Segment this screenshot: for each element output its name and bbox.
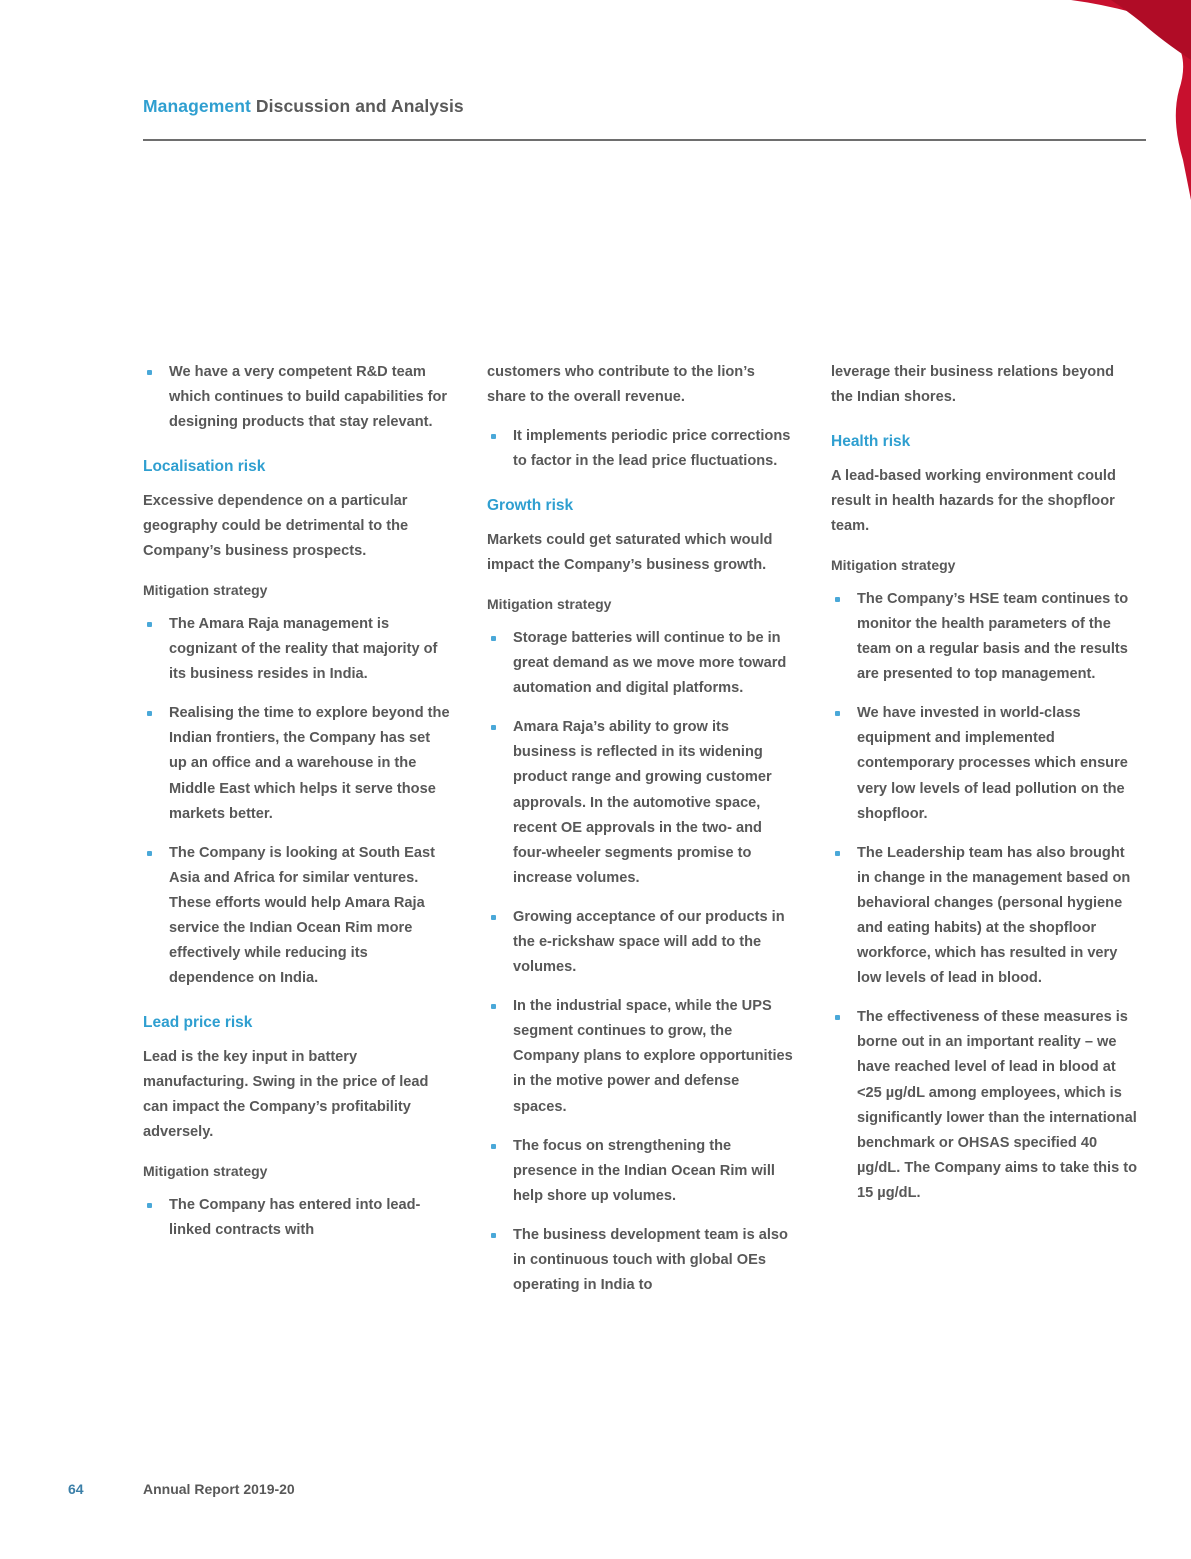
list-item: The Company has entered into lead-linked contracts with: [143, 1193, 451, 1243]
bullet-list: [487, 424, 795, 474]
list-item: The business development team is also in continuous touch with global OEs operating in India to: [487, 1223, 795, 1298]
list-item: The effectiveness of these measures is borne out in an important reality – we have reached level of lead in blood at <25 µg/dL among employees, which is significantly lower than the international benchmark or OHSAS specified 40 µg/dL. The Company aims to take this to 15 µg/dL.: [831, 1005, 1139, 1206]
list-item: Realising the time to explore beyond the Indian frontiers, the Company has set up an office and a warehouse in the Middle East which helps it serve those markets better.: [143, 701, 451, 826]
bullet-list: [143, 612, 451, 991]
continued-paragraph: leverage their business relations beyond the Indian shores.: [831, 364, 1115, 406]
column-1: [143, 360, 451, 1312]
page-title-rest: Discussion and Analysis: [250, 96, 464, 116]
list-item: We have invested in world-class equipment and implemented contemporary processes which ensure very low levels of lead pollution on the shopfloor.: [831, 701, 1139, 826]
paragraph: Excessive dependence on a particular geography could be detrimental to the Company’s business prospects.: [143, 492, 409, 559]
page-header: [143, 96, 1143, 117]
section-heading-growth-risk: Growth risk: [487, 497, 574, 515]
list-item: We have a very competent R&D team which continues to build capabilities for designing products that stay relevant.: [143, 360, 451, 435]
section-heading-localisation-risk: Localisation risk: [143, 458, 266, 476]
section-heading-lead-price-risk: Lead price risk: [143, 1014, 253, 1032]
paragraph: Lead is the key input in battery manufacturing. Swing in the price of lead can impact the Company’s profitability adversely.: [143, 1048, 429, 1140]
list-item: In the industrial space, while the UPS segment continues to grow, the Company plans to explore opportunities in the motive power and defense spaces.: [487, 994, 795, 1119]
mitigation-strategy-label: Mitigation strategy: [143, 581, 268, 598]
list-item: Amara Raja’s ability to grow its business is reflected in its widening product range and growing customer approvals. In the automotive space, recent OE approvals in the two- and four-wheeler segments promise to increase volumes.: [487, 715, 795, 891]
list-item: The Company is looking at South East Asia and Africa for similar ventures. These efforts would help Amara Raja service the Indian Ocean Rim more effectively while reducing its dependence on India.: [143, 841, 451, 992]
content-columns: [143, 360, 1148, 1312]
list-item: It implements periodic price corrections to factor in the lead price fluctuations.: [487, 424, 795, 474]
column-2: [487, 360, 795, 1312]
paragraph: Markets could get saturated which would impact the Company’s business growth.: [487, 531, 773, 573]
header-divider: [143, 139, 1146, 141]
page-title-accent: Management: [143, 96, 251, 116]
bullet-list: [143, 360, 451, 435]
section-heading-health-risk: Health risk: [831, 433, 911, 451]
list-item: The Leadership team has also brought in change in the management based on behavioral changes (personal hygiene and eating habits) at the shopfloor workforce, which has resulted in very low levels of lead in blood.: [831, 841, 1139, 992]
list-item: Growing acceptance of our products in the e-rickshaw space will add to the volumes.: [487, 905, 795, 980]
column-3: [831, 360, 1139, 1312]
bullet-list: [143, 1193, 451, 1243]
page-number: 64: [68, 1481, 84, 1497]
mitigation-strategy-label: Mitigation strategy: [831, 556, 956, 573]
mitigation-strategy-label: Mitigation strategy: [143, 1163, 268, 1179]
bullet-list: [487, 626, 795, 1298]
list-item: Storage batteries will continue to be in great demand as we move more toward automation and digital platforms.: [487, 626, 795, 701]
list-item: The focus on strengthening the presence in the Indian Ocean Rim will help shore up volumes.: [487, 1134, 795, 1209]
page-title: [143, 96, 1143, 117]
list-item: The Amara Raja management is cognizant of the reality that majority of its business resides in India.: [143, 612, 451, 687]
mitigation-strategy-label: Mitigation strategy: [487, 595, 612, 612]
page-footer: [68, 1481, 1068, 1497]
continued-paragraph: customers who contribute to the lion’s share to the overall revenue.: [487, 364, 755, 406]
paragraph: A lead-based working environment could result in health hazards for the shopfloor team.: [831, 467, 1116, 534]
list-item: The Company’s HSE team continues to monitor the health parameters of the team on a regular basis and the results are presented to top management.: [831, 587, 1139, 687]
footer-text: Annual Report 2019-20: [143, 1481, 295, 1497]
bullet-list: [831, 587, 1139, 1206]
